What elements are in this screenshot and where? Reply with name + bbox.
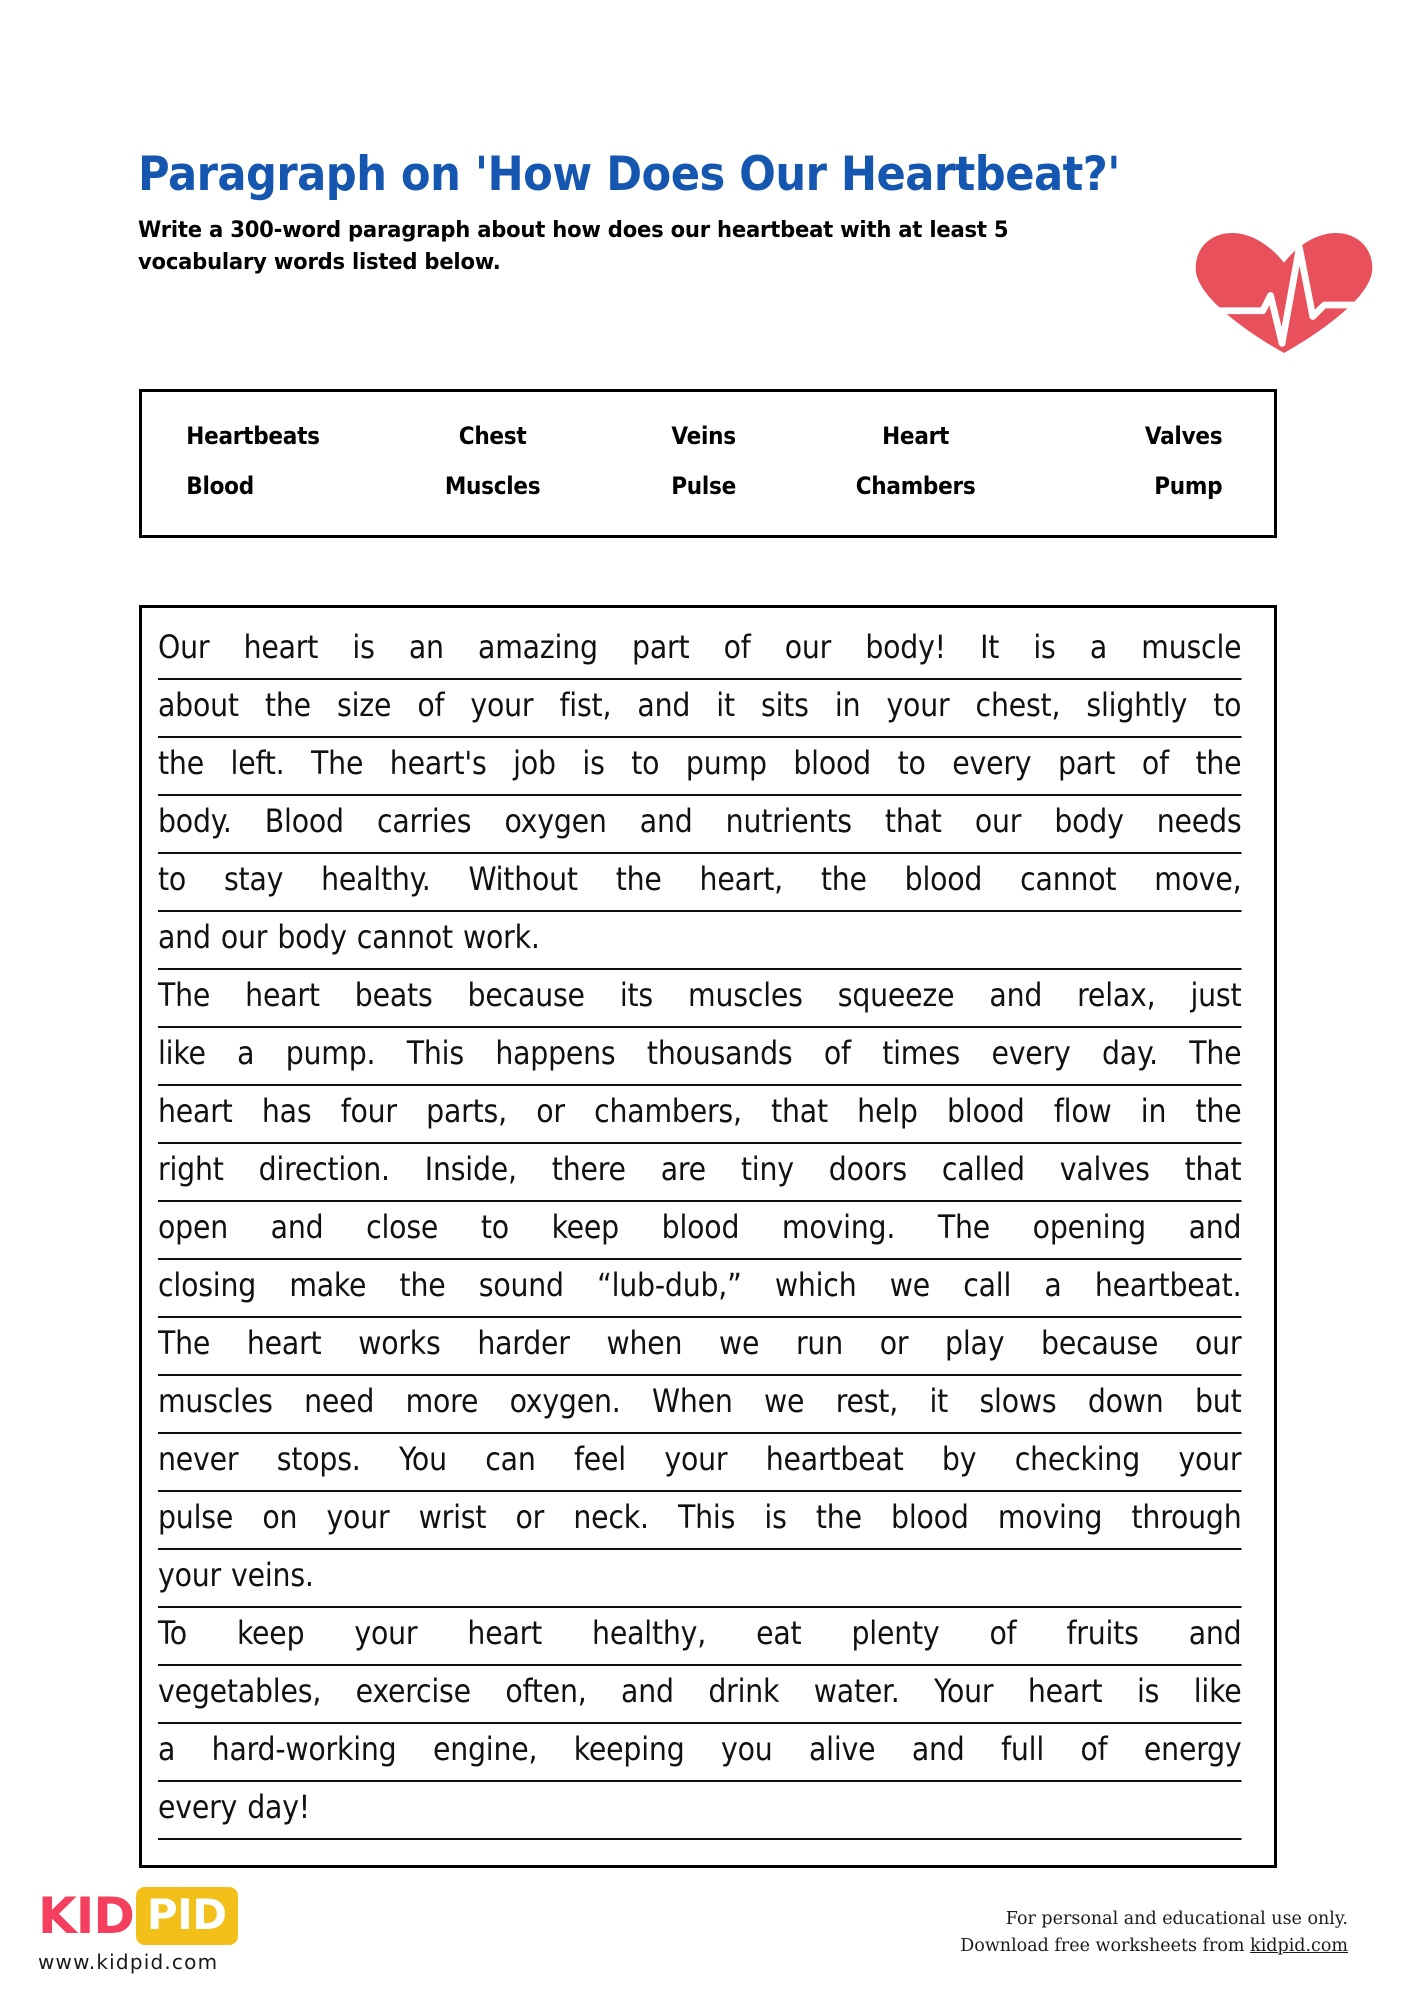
answer-line bbox=[158, 1144, 1242, 1202]
answer-word: your bbox=[470, 686, 534, 724]
answer-word: heart bbox=[158, 1092, 233, 1130]
answer-word: open bbox=[158, 1208, 228, 1246]
answer-word: doors bbox=[828, 1150, 907, 1188]
answer-word: we bbox=[764, 1382, 805, 1420]
answer-word: when bbox=[606, 1324, 683, 1362]
answer-word: To bbox=[158, 1614, 187, 1652]
answer-word: every bbox=[991, 1034, 1071, 1072]
answer-word: more bbox=[405, 1382, 479, 1420]
answer-word: flow bbox=[1053, 1092, 1112, 1130]
answer-word: muscles bbox=[688, 976, 803, 1014]
answer-line bbox=[158, 912, 1242, 970]
answer-word: by bbox=[941, 1440, 977, 1478]
answer-word: Your bbox=[934, 1672, 994, 1710]
answer-word: that bbox=[771, 1092, 828, 1130]
answer-word: we bbox=[889, 1266, 930, 1304]
answer-word: times bbox=[882, 1034, 961, 1072]
answer-word: work. bbox=[463, 918, 540, 956]
answer-word: needs bbox=[1156, 802, 1242, 840]
answer-word: This bbox=[678, 1498, 736, 1536]
answer-word: and bbox=[637, 686, 691, 724]
answer-word: but bbox=[1194, 1382, 1242, 1420]
answer-word: and bbox=[270, 1208, 324, 1246]
vocabulary-word: Muscles bbox=[445, 471, 541, 500]
answer-line bbox=[158, 622, 1242, 680]
answer-word: full bbox=[1001, 1730, 1045, 1768]
answer-word: job bbox=[513, 744, 556, 782]
answer-word: the bbox=[399, 1266, 446, 1304]
answer-word: slightly bbox=[1086, 686, 1188, 724]
answer-word: body bbox=[277, 918, 347, 956]
answer-box[interactable] bbox=[139, 605, 1277, 1868]
answer-word: is bbox=[1033, 628, 1056, 666]
answer-word: cannot bbox=[1020, 860, 1117, 898]
answer-word: of bbox=[989, 1614, 1017, 1652]
answer-word: energy bbox=[1143, 1730, 1242, 1768]
answer-word: amazing bbox=[478, 628, 598, 666]
answer-word: because bbox=[467, 976, 585, 1014]
answer-word: through bbox=[1131, 1498, 1242, 1536]
answer-word: body! bbox=[865, 628, 946, 666]
answer-word: part bbox=[632, 628, 690, 666]
vocabulary-word: Veins bbox=[671, 421, 737, 450]
answer-line bbox=[158, 1202, 1242, 1260]
answer-word: it bbox=[716, 686, 735, 724]
answer-word: The bbox=[937, 1208, 991, 1246]
answer-word: veins. bbox=[231, 1556, 314, 1594]
worksheet-header bbox=[138, 147, 1278, 279]
answer-word: or bbox=[536, 1092, 565, 1130]
answer-word: help bbox=[857, 1092, 918, 1130]
answer-word: This bbox=[406, 1034, 464, 1072]
answer-line bbox=[158, 1782, 1242, 1840]
vocabulary-word: Heartbeats bbox=[186, 421, 320, 450]
answer-word: rest, bbox=[835, 1382, 899, 1420]
answer-line bbox=[158, 1608, 1242, 1666]
answer-word: make bbox=[289, 1266, 367, 1304]
answer-word: blood bbox=[793, 744, 871, 782]
answer-word: heart bbox=[246, 1324, 322, 1362]
footer-note-line1: For personal and educational use only. bbox=[1005, 1909, 1348, 1929]
page-title: Paragraph on 'How Does Our Heartbeat?' bbox=[138, 147, 1120, 202]
answer-word: muscle bbox=[1141, 628, 1242, 666]
answer-word: in bbox=[1140, 1092, 1167, 1130]
answer-word: body bbox=[1054, 802, 1124, 840]
answer-word: blood bbox=[891, 1498, 969, 1536]
answer-word: sound bbox=[478, 1266, 564, 1304]
answer-word: like bbox=[158, 1034, 206, 1072]
answer-word: is bbox=[352, 628, 375, 666]
answer-line bbox=[158, 796, 1242, 854]
answer-word: there bbox=[551, 1150, 626, 1188]
answer-word: alive bbox=[808, 1730, 876, 1768]
answer-word: feel bbox=[574, 1440, 626, 1478]
instructions-text: Write a 300-word paragraph about how does our heartbeat with at least 5 vocabulary words listed below. bbox=[138, 217, 1009, 276]
answer-word: moving bbox=[997, 1498, 1103, 1536]
answer-word: checking bbox=[1014, 1440, 1141, 1478]
answer-word: neck. bbox=[573, 1498, 649, 1536]
answer-word: your bbox=[158, 1556, 221, 1594]
answer-line bbox=[158, 1260, 1242, 1318]
answer-word: has bbox=[261, 1092, 312, 1130]
answer-word: and bbox=[158, 918, 211, 956]
answer-word: slows bbox=[979, 1382, 1057, 1420]
footer-note-prefix: Download free worksheets from bbox=[960, 1936, 1251, 1957]
answer-word: never bbox=[158, 1440, 239, 1478]
answer-word: It bbox=[980, 628, 1000, 666]
answer-word: parts, bbox=[426, 1092, 507, 1130]
answer-word: or bbox=[879, 1324, 909, 1362]
heart-pulse-icon bbox=[1188, 230, 1380, 355]
answer-word: happens bbox=[495, 1034, 616, 1072]
answer-word: your bbox=[354, 1614, 418, 1652]
answer-word: and bbox=[911, 1730, 965, 1768]
answer-line bbox=[158, 1724, 1242, 1782]
answer-word: keep bbox=[236, 1614, 305, 1652]
answer-word: four bbox=[340, 1092, 397, 1130]
answer-word: of bbox=[1080, 1730, 1108, 1768]
answer-word: close bbox=[366, 1208, 439, 1246]
answer-word: call bbox=[963, 1266, 1012, 1304]
answer-word: Inside, bbox=[424, 1150, 517, 1188]
answer-line bbox=[158, 970, 1242, 1028]
answer-line bbox=[158, 1376, 1242, 1434]
answer-word: to bbox=[480, 1208, 509, 1246]
answer-word: the bbox=[815, 1498, 862, 1536]
answer-word: Without bbox=[468, 860, 578, 898]
answer-word: Blood bbox=[264, 802, 344, 840]
answer-word: and bbox=[1188, 1208, 1242, 1246]
answer-word: size bbox=[337, 686, 392, 724]
answer-word: engine, bbox=[432, 1730, 538, 1768]
answer-word: You bbox=[398, 1440, 447, 1478]
answer-word: we bbox=[718, 1324, 760, 1362]
answer-word: heart bbox=[243, 628, 319, 666]
answer-word: your bbox=[664, 1440, 728, 1478]
answer-line bbox=[158, 1550, 1242, 1608]
answer-word: The bbox=[1189, 1034, 1242, 1072]
answer-word: healthy, bbox=[592, 1614, 707, 1652]
answer-word: heart bbox=[1027, 1672, 1103, 1710]
answer-line bbox=[158, 680, 1242, 738]
answer-word: cannot bbox=[356, 918, 453, 956]
answer-word: the bbox=[820, 860, 867, 898]
logo-text-kid: KID bbox=[38, 1887, 134, 1945]
answer-word: of bbox=[417, 686, 445, 724]
answer-word: heartbeat bbox=[765, 1440, 904, 1478]
answer-word: moving. bbox=[781, 1208, 896, 1246]
vocabulary-box bbox=[139, 389, 1277, 538]
answer-word: healthy. bbox=[321, 860, 431, 898]
answer-word: keeping bbox=[573, 1730, 685, 1768]
answer-word: wrist bbox=[418, 1498, 487, 1536]
answer-word: vegetables, bbox=[158, 1672, 322, 1710]
answer-word: about bbox=[158, 686, 239, 724]
answer-word: and bbox=[621, 1672, 674, 1710]
answer-line bbox=[158, 1086, 1242, 1144]
answer-line bbox=[158, 1492, 1242, 1550]
answer-word: our bbox=[220, 918, 268, 956]
answer-word: a bbox=[1089, 628, 1108, 666]
kidpid-link[interactable]: kidpid.com bbox=[1250, 1936, 1348, 1957]
answer-word: oxygen. bbox=[509, 1382, 621, 1420]
answer-word: run bbox=[795, 1324, 843, 1362]
answer-word: you bbox=[720, 1730, 773, 1768]
answer-word: and bbox=[989, 976, 1043, 1014]
answer-word: stops. bbox=[276, 1440, 361, 1478]
answer-word: “lub-dub,” bbox=[597, 1266, 742, 1304]
answer-word: a bbox=[1044, 1266, 1062, 1304]
answer-word: is bbox=[764, 1498, 787, 1536]
answer-word: your bbox=[886, 686, 950, 724]
answer-word: which bbox=[774, 1266, 857, 1304]
answer-word: blood bbox=[904, 860, 983, 898]
brand-logo[interactable] bbox=[38, 1888, 338, 1974]
answer-word: the bbox=[1195, 1092, 1242, 1130]
answer-word: in bbox=[834, 686, 861, 724]
answer-line bbox=[158, 1666, 1242, 1724]
answer-word: to bbox=[631, 744, 660, 782]
answer-word: fruits bbox=[1066, 1614, 1139, 1652]
answer-word: eat bbox=[756, 1614, 802, 1652]
answer-word: carries bbox=[376, 802, 472, 840]
answer-word: like bbox=[1193, 1672, 1242, 1710]
answer-word: relax, bbox=[1077, 976, 1156, 1014]
answer-word: heart bbox=[467, 1614, 543, 1652]
answer-word: hard-working bbox=[211, 1730, 397, 1768]
answer-word: is bbox=[1136, 1672, 1160, 1710]
answer-word: that bbox=[1184, 1150, 1242, 1188]
answer-word: a bbox=[237, 1034, 255, 1072]
answer-word: called bbox=[941, 1150, 1025, 1188]
answer-word: When bbox=[651, 1382, 733, 1420]
answer-word: harder bbox=[477, 1324, 570, 1362]
answer-word: pulse bbox=[158, 1498, 234, 1536]
answer-line bbox=[158, 1028, 1242, 1086]
answer-word: often, bbox=[505, 1672, 587, 1710]
answer-word: can bbox=[485, 1440, 536, 1478]
answer-word: blood bbox=[946, 1092, 1025, 1130]
answer-word: heart, bbox=[699, 860, 783, 898]
answer-word: squeeze bbox=[837, 976, 955, 1014]
answer-word: plenty bbox=[851, 1614, 940, 1652]
answer-word: left. bbox=[230, 744, 285, 782]
answer-word: and bbox=[639, 802, 693, 840]
vocabulary-word: Chest bbox=[458, 421, 527, 450]
answer-word: keep bbox=[551, 1208, 619, 1246]
answer-word: and bbox=[1188, 1614, 1242, 1652]
answer-word: or bbox=[515, 1498, 545, 1536]
answer-word: direction. bbox=[258, 1150, 390, 1188]
answer-word: our bbox=[974, 802, 1022, 840]
answer-line bbox=[158, 854, 1242, 912]
answer-word: of bbox=[823, 1034, 851, 1072]
answer-word: The bbox=[311, 744, 364, 782]
answer-word: The bbox=[158, 976, 211, 1014]
vocabulary-word: Pump bbox=[1154, 471, 1223, 500]
answer-word: drink bbox=[708, 1672, 780, 1710]
answer-word: need bbox=[304, 1382, 375, 1420]
answer-word: to bbox=[1213, 686, 1242, 724]
answer-line bbox=[158, 1318, 1242, 1376]
answer-word: stay bbox=[223, 860, 284, 898]
answer-word: our bbox=[784, 628, 832, 666]
answer-word: beats bbox=[354, 976, 433, 1014]
answer-word: The bbox=[158, 1324, 211, 1362]
answer-word: body. bbox=[158, 802, 232, 840]
answer-word: part bbox=[1057, 744, 1116, 782]
answer-word: tiny bbox=[740, 1150, 794, 1188]
answer-word: move, bbox=[1154, 860, 1242, 898]
logo-text-pid: PID bbox=[136, 1887, 238, 1945]
answer-line bbox=[158, 1434, 1242, 1492]
answer-word: water. bbox=[813, 1672, 900, 1710]
answer-word: thousands bbox=[646, 1034, 793, 1072]
answer-word: oxygen bbox=[504, 802, 607, 840]
answer-word: are bbox=[660, 1150, 706, 1188]
vocabulary-word: Chambers bbox=[855, 471, 976, 500]
answer-word: blood bbox=[661, 1208, 740, 1246]
answer-word: Our bbox=[158, 628, 210, 666]
answer-line bbox=[158, 738, 1242, 796]
answer-word: the bbox=[158, 744, 204, 782]
vocabulary-word: Blood bbox=[186, 471, 254, 500]
answer-word: right bbox=[158, 1150, 224, 1188]
answer-word: day! bbox=[247, 1788, 310, 1826]
answer-word: of bbox=[1141, 744, 1169, 782]
answer-word: of bbox=[723, 628, 751, 666]
answer-word: a bbox=[158, 1730, 176, 1768]
answer-word: sits bbox=[761, 686, 809, 724]
answer-word: our bbox=[1195, 1324, 1242, 1362]
answer-word: your bbox=[1178, 1440, 1242, 1478]
answer-paragraph bbox=[158, 622, 1258, 1840]
answer-word: the bbox=[264, 686, 311, 724]
answer-word: every bbox=[158, 1788, 238, 1826]
answer-word: works bbox=[358, 1324, 441, 1362]
logo-website-url: www.kidpid.com bbox=[38, 1950, 219, 1974]
vocabulary-word: Valves bbox=[1144, 421, 1223, 450]
answer-word: chambers, bbox=[594, 1092, 742, 1130]
answer-word: to bbox=[158, 860, 187, 898]
vocabulary-row bbox=[170, 472, 1246, 500]
vocabulary-word: Pulse bbox=[671, 471, 737, 500]
answer-word: to bbox=[897, 744, 926, 782]
answer-word: opening bbox=[1032, 1208, 1146, 1246]
logo-wordmark bbox=[38, 1888, 338, 1944]
answer-word: its bbox=[619, 976, 654, 1014]
answer-word: closing bbox=[158, 1266, 257, 1304]
answer-word: pump bbox=[685, 744, 767, 782]
answer-word: every bbox=[952, 744, 1032, 782]
answer-word: the bbox=[615, 860, 662, 898]
answer-word: an bbox=[408, 628, 444, 666]
answer-word: because bbox=[1041, 1324, 1159, 1362]
answer-word: play bbox=[945, 1324, 1005, 1362]
answer-word: down bbox=[1087, 1382, 1164, 1420]
answer-word: muscles bbox=[158, 1382, 273, 1420]
answer-word: the bbox=[1195, 744, 1242, 782]
footer-note-line2 bbox=[960, 1933, 1348, 1960]
answer-word: on bbox=[262, 1498, 298, 1536]
answer-word: heart bbox=[245, 976, 320, 1014]
answer-word: it bbox=[929, 1382, 949, 1420]
answer-word: chest, bbox=[975, 686, 1061, 724]
answer-word: fist, bbox=[559, 686, 612, 724]
answer-word: your bbox=[326, 1498, 390, 1536]
answer-word: day. bbox=[1101, 1034, 1158, 1072]
footer-note bbox=[960, 1906, 1348, 1960]
vocabulary-row bbox=[170, 422, 1246, 450]
answer-word: that bbox=[884, 802, 942, 840]
answer-word: heart's bbox=[389, 744, 487, 782]
answer-word: exercise bbox=[355, 1672, 471, 1710]
answer-word: nutrients bbox=[725, 802, 852, 840]
answer-word: heartbeat. bbox=[1094, 1266, 1242, 1304]
answer-word: just bbox=[1190, 976, 1242, 1014]
answer-word: is bbox=[582, 744, 605, 782]
vocabulary-word: Heart bbox=[881, 421, 949, 450]
answer-word: pump. bbox=[285, 1034, 376, 1072]
answer-word: valves bbox=[1059, 1150, 1150, 1188]
